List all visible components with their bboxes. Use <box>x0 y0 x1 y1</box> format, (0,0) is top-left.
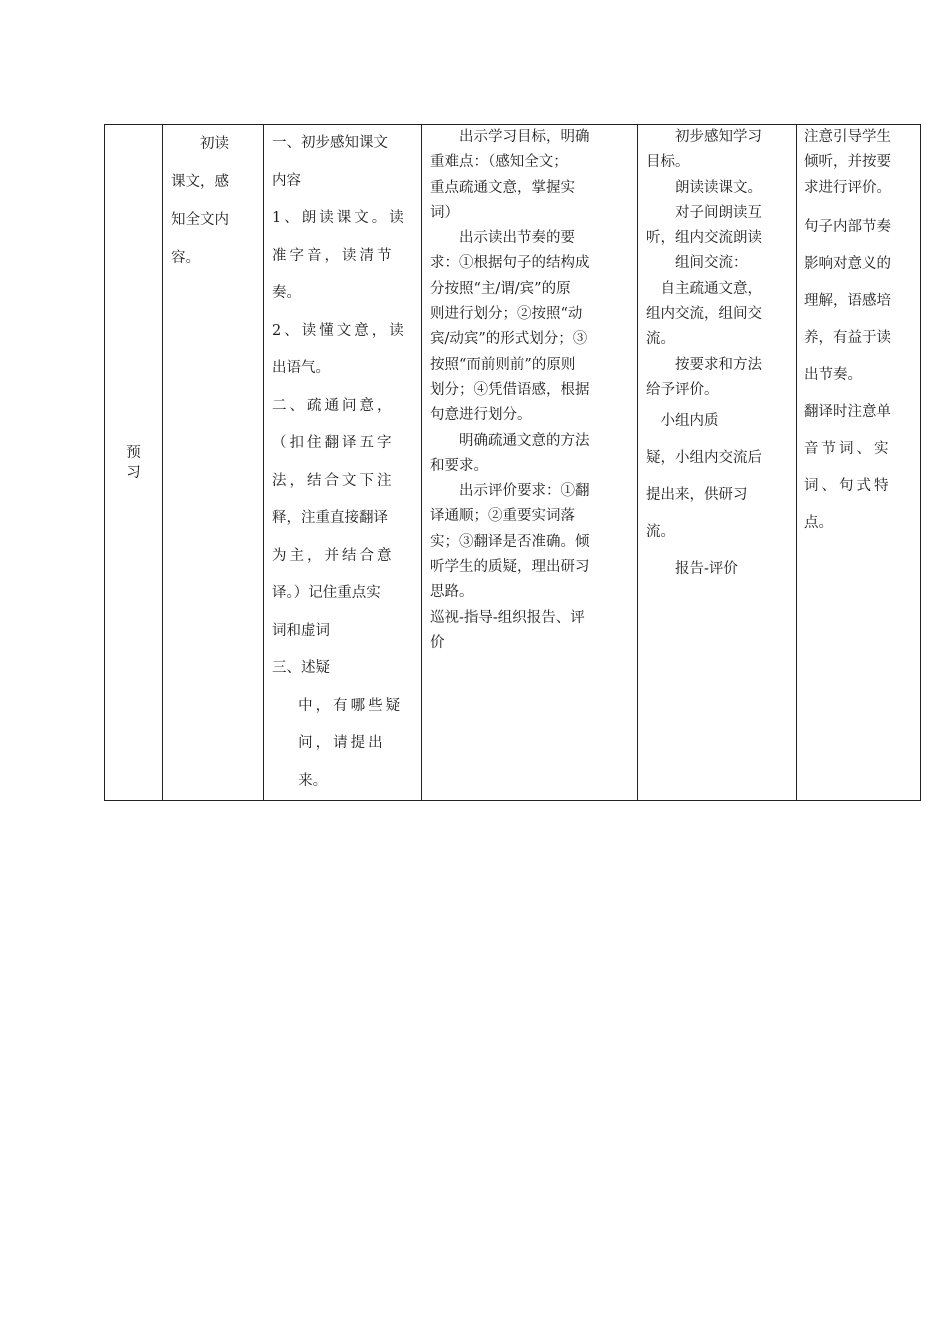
teacher-line: 价 <box>430 634 445 651</box>
student-line: 朗读读课文。 <box>675 179 762 196</box>
content-line: 来。 <box>298 772 328 789</box>
teacher-line: 句意进行划分。 <box>430 407 532 424</box>
content-line: 一、初步感知课文 <box>272 135 388 151</box>
teacher-line: 词） <box>430 204 459 221</box>
teacher-line: 分按照“主/谓/宾”的原 <box>430 280 571 297</box>
student-line: 对子间朗读互 <box>675 204 762 221</box>
note-line: 注意引导学生 <box>804 129 891 145</box>
teacher-activity-cell <box>422 125 638 801</box>
content-line: 中，有哪些疑 <box>298 697 404 714</box>
student-line: 组内交流，组间交 <box>646 306 762 323</box>
table-row <box>105 125 921 801</box>
student-line: 给予评价。 <box>646 381 719 398</box>
design-note-cell <box>797 125 921 801</box>
stage-cell <box>105 125 163 801</box>
student-line: 小组内质 <box>660 413 719 430</box>
note-line: 倾听，并按要 <box>804 154 891 171</box>
content-line: 内容 <box>272 172 301 189</box>
student-line: 提出来，供研习 <box>646 487 748 504</box>
teacher-line: 求：①根据句子的结构成 <box>430 255 590 272</box>
content-line: 三、述疑 <box>272 660 330 676</box>
teacher-line: 出示读出节奏的要 <box>459 230 575 247</box>
goal-line: 知全文内 <box>171 212 229 228</box>
student-line: 目标。 <box>646 154 690 171</box>
content-line: 2、读懂文意，读 <box>272 322 407 339</box>
note-line: 出节奏。 <box>804 366 862 383</box>
note-line: 词、句式特 <box>804 477 892 494</box>
student-line: 初步感知学习 <box>675 129 762 145</box>
note-line: 句子内部节奏 <box>804 218 891 235</box>
student-line: 按要求和方法 <box>675 356 762 373</box>
student-line: 自主疏通文意， <box>660 280 762 297</box>
content-line: 1、朗读课文。读 <box>272 210 407 226</box>
teacher-line: 实；③翻译是否准确。倾 <box>430 533 590 550</box>
content-line: 准字音，读清节 <box>272 247 395 264</box>
teacher-line: 思路。 <box>430 584 474 601</box>
note-line: 理解，语感培 <box>804 292 891 309</box>
teacher-line: 按照“而前则前”的原则 <box>430 356 576 373</box>
student-line: 听，组内交流朗读 <box>646 230 762 247</box>
teacher-line: 宾/动宾”的形式划分；③ <box>430 331 588 348</box>
goal-cell <box>163 125 264 801</box>
note-line: 点。 <box>804 514 833 531</box>
lesson-plan-table <box>104 124 921 801</box>
content-line: 释，注重直接翻译 <box>272 510 388 526</box>
content-line: 词和虚词 <box>272 622 330 639</box>
goal-line: 初读 <box>200 136 229 152</box>
note-line: 养，有益于读 <box>804 329 891 346</box>
teacher-line: 则进行划分；②按照“动 <box>430 306 583 323</box>
content-line: 出语气。 <box>272 360 330 376</box>
student-line: 报告-评价 <box>675 561 738 578</box>
content-line: 为主，并结合意 <box>272 547 395 564</box>
teacher-line: 划分；④凭借语感，根据 <box>430 381 590 398</box>
note-line: 求进行评价。 <box>804 179 891 196</box>
teacher-line: 听学生的质疑，理出研习 <box>430 559 590 576</box>
content-line: 奏。 <box>272 285 301 301</box>
teacher-line: 巡视-指导-组织报告、评 <box>430 609 585 626</box>
content-cell <box>264 125 422 801</box>
student-line: 流。 <box>646 331 675 348</box>
note-line: 翻译时注意单 <box>804 403 891 420</box>
teacher-line: 出示评价要求：①翻 <box>459 483 590 500</box>
content-line: 二、疏通问意， <box>272 397 395 414</box>
student-line: 流。 <box>646 524 675 541</box>
note-line: 音节词、实 <box>804 440 892 457</box>
teacher-line: 和要求。 <box>430 457 488 474</box>
teacher-line: 重难点：（感知全文； <box>430 154 568 171</box>
student-line: 疑，小组内交流后 <box>646 450 762 467</box>
content-line: 法，结合文下注 <box>272 472 395 489</box>
note-line: 影响对意义的 <box>804 255 891 272</box>
content-line: 译。）记住重点实 <box>272 585 381 601</box>
goal-line: 容。 <box>171 250 200 266</box>
teacher-line: 明确疏通文意的方法 <box>459 432 590 449</box>
student-line: 组间交流： <box>675 255 748 272</box>
stage-label: 预习 <box>126 444 141 481</box>
content-line: （扣住翻译五字 <box>272 435 395 451</box>
teacher-line: 出示学习目标，明确 <box>459 129 590 145</box>
teacher-line: 译通顺；②重要实词落 <box>430 508 575 525</box>
student-activity-cell <box>638 125 797 801</box>
teacher-line: 重点疏通文意，掌握实 <box>430 179 575 196</box>
goal-line: 课文，感 <box>171 174 229 190</box>
content-line: 问，请提出 <box>298 735 386 751</box>
